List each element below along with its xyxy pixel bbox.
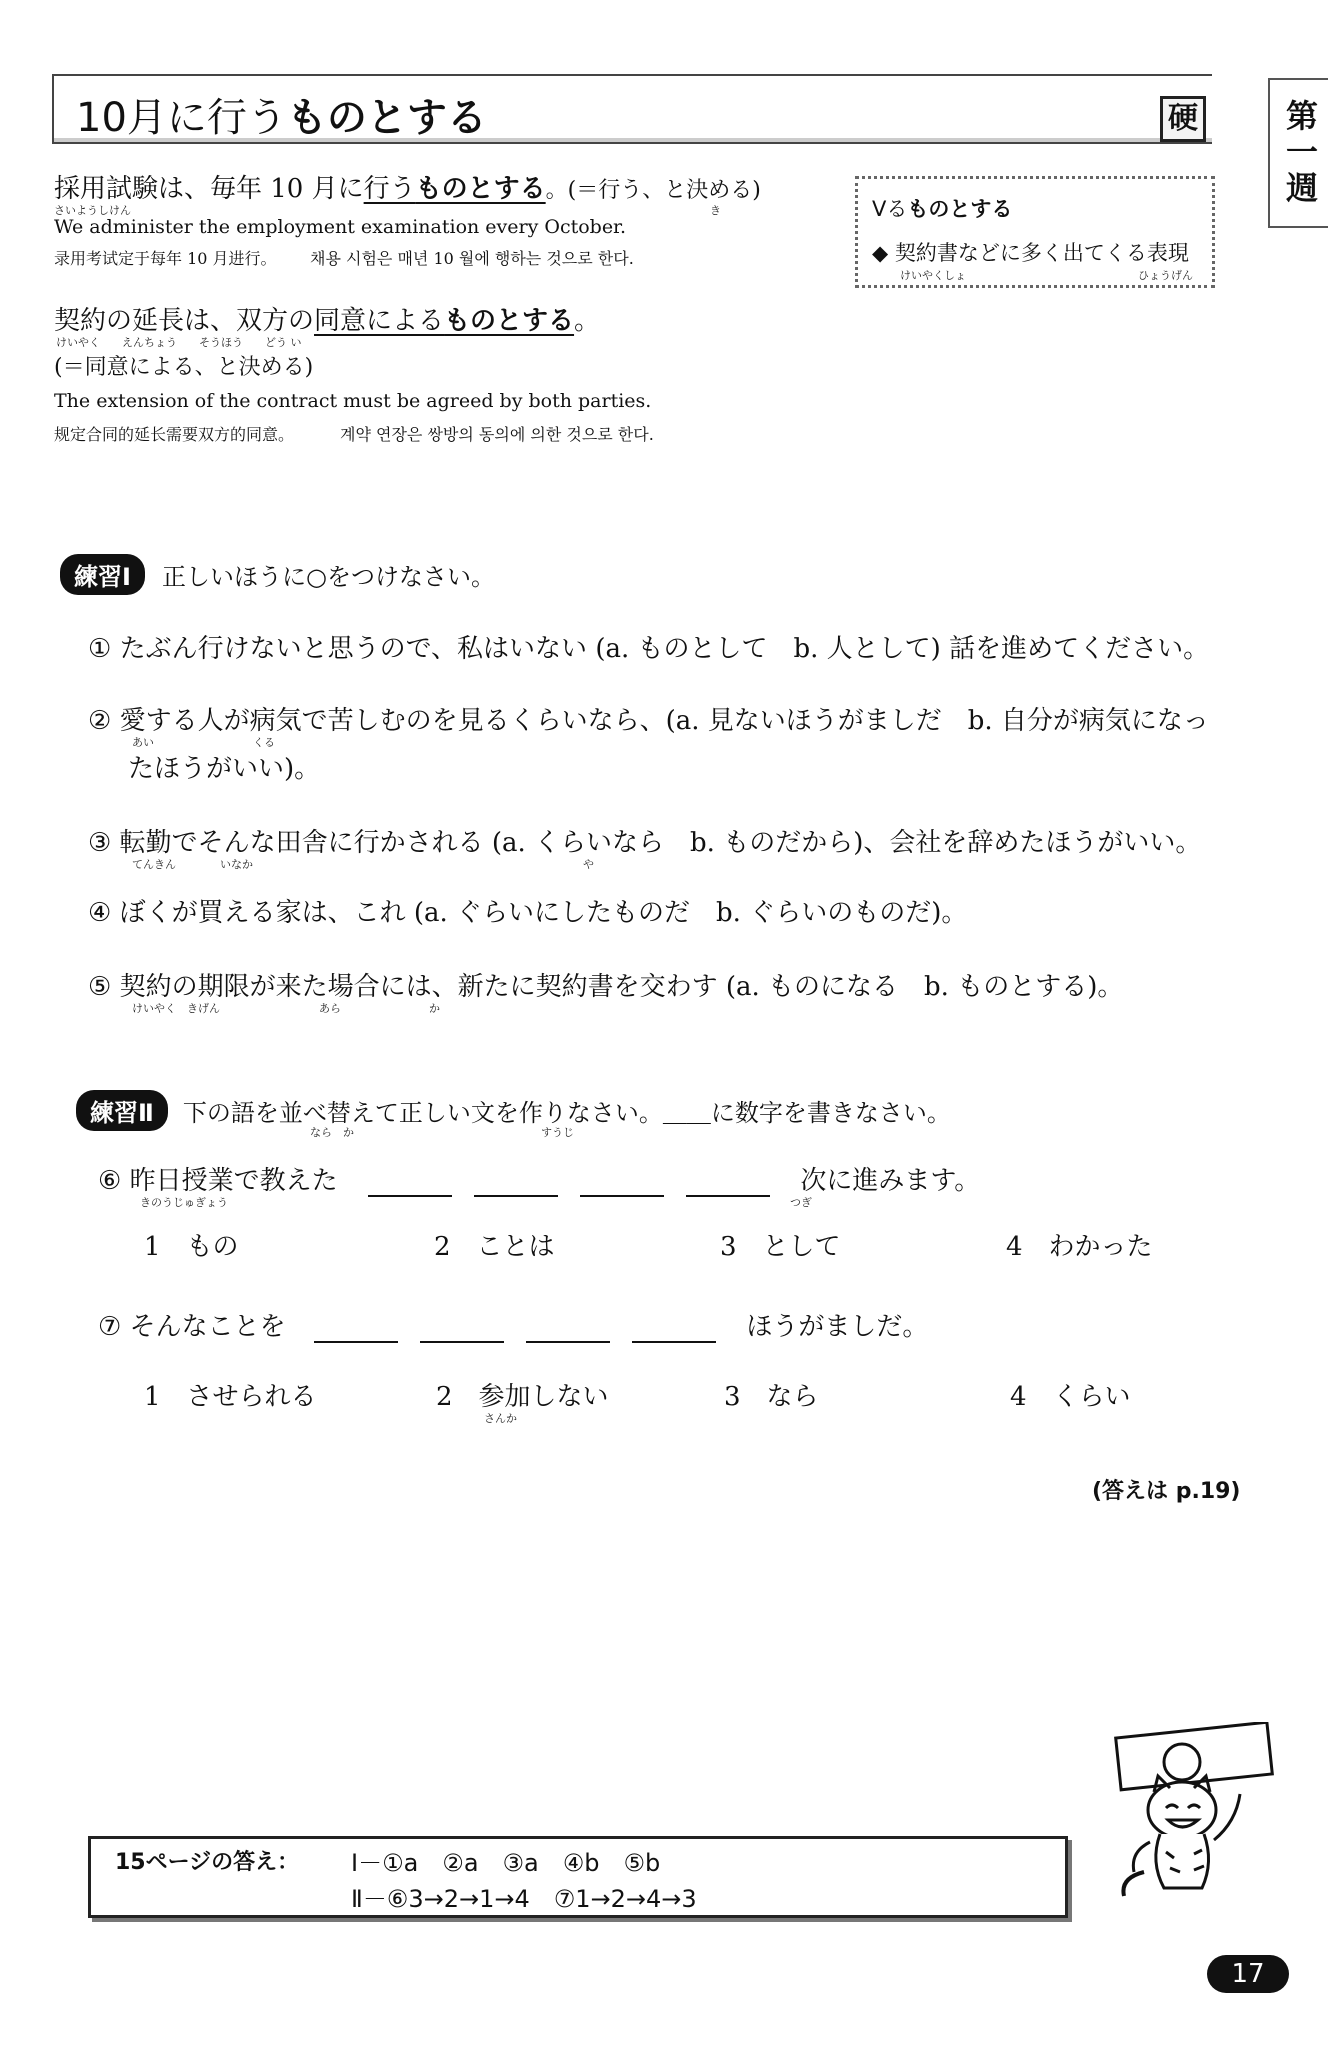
question-3: ③ 転勤でそんな田舎に行かされる (a. くらいなら b. ものだから)、会社を辞めたほうがいい。 [88, 828, 1202, 858]
example-sentence-2: 契約の延長は、双方の同意によるものとする。 [54, 306, 601, 336]
exercise-2-label: 練習Ⅱ [76, 1090, 168, 1131]
answer-reference: (答えは p.19) [1092, 1479, 1241, 1504]
option-7-2: 2 参加しない [436, 1382, 609, 1412]
page-title: 10月に行うものとする [76, 95, 487, 141]
page-number: 17 [1207, 1955, 1289, 1993]
chinese-translation: 录用考试定于每年 10 月进行。 [54, 249, 277, 268]
answer-blank[interactable] [526, 1315, 610, 1343]
option-6-3: 3 として [720, 1232, 841, 1262]
cat-mascot-icon [1110, 1722, 1280, 1902]
answer-blank[interactable] [474, 1169, 558, 1197]
register-badge: 硬 [1160, 96, 1206, 142]
example-sentence-1: 採用試験は、毎年 10 月に行うものとする。(＝行う、と決める) [54, 174, 761, 204]
question-6: ⑥ 昨日授業で教えた 次に進みます。 [98, 1166, 981, 1196]
exercise-1-instruction: 正しいほうに○をつけなさい。 [162, 563, 495, 591]
answer-blank[interactable] [420, 1315, 504, 1343]
furigana: さいようしけん [54, 204, 131, 217]
option-7-1: 1 させられる [144, 1382, 317, 1412]
question-1: ① たぶん行けないと思うので、私はいない (a. ものとして b. 人として) 話を進めてください。 [88, 634, 1210, 664]
answers-line-2: Ⅱ－⑥3→2→1→4 ⑦1→2→4→3 [351, 1885, 697, 1913]
question-2-continued: たほうがいい)。 [128, 754, 321, 784]
furigana: けいやくしょ [900, 269, 966, 282]
question-7: ⑦ そんなことを ほうがましだ。 [98, 1312, 929, 1342]
title-bar [52, 74, 1212, 144]
option-7-3: 3 なら [724, 1382, 819, 1412]
answers-line-1: Ⅰ－①a ②a ③a ④b ⑤b [351, 1849, 661, 1877]
furigana: なら か すうじ [310, 1126, 574, 1139]
answer-blank[interactable] [686, 1169, 770, 1197]
example-paraphrase: (＝同意による、と決める) [54, 355, 314, 380]
answers-label: 15ページの答え： [115, 1850, 300, 1875]
question-2: ② 愛する人が病気で苦しむのを見るくらいなら、(a. 見ないほうがましだ b. 自分が病気になっ [88, 706, 1209, 736]
exercise-1-label: 練習Ⅰ [60, 554, 145, 595]
week-tab: 第一週 [1268, 78, 1328, 228]
furigana: けいやく きげん あら か [132, 1002, 440, 1015]
option-6-2: 2 ことは [434, 1232, 555, 1262]
furigana: き [710, 204, 721, 217]
question-4: ④ ぼくが買える家は、これ (a. ぐらいにしたものだ b. ぐらいのものだ)。 [88, 898, 968, 928]
exercise-2-instruction: 下の語を並べ替えて正しい文を作りなさい。＿＿に数字を書きなさい。 [182, 1099, 951, 1127]
pattern-usage: ◆ 契約書などに多く出てくる表現 [872, 241, 1189, 265]
korean-translation: 채용 시험은 매년 10 월에 행하는 것으로 한다. [310, 249, 634, 268]
pattern-note-box [855, 176, 1215, 288]
furigana: さんか [484, 1412, 517, 1425]
english-translation: We administer the employment examination every October. [54, 216, 627, 238]
pattern-formula: Vるものとする [872, 197, 1013, 221]
korean-translation: 계약 연장은 쌍방의 동의에 의한 것으로 한다. [340, 425, 654, 444]
furigana: きのうじゅぎょう [140, 1196, 228, 1209]
furigana: てんきん いなか や [132, 858, 594, 871]
furigana: ひょうげん [1138, 269, 1193, 282]
question-5: ⑤ 契約の期限が来た場合には、新たに契約書を交わす (a. ものになる b. ものとする)。 [88, 972, 1124, 1002]
furigana: けいやく えんちょう そうほう どう い [56, 336, 302, 349]
english-translation: The extension of the contract must be agreed by both parties. [54, 390, 652, 412]
option-6-4: 4 わかった [1006, 1232, 1153, 1262]
furigana: つぎ [790, 1196, 812, 1209]
option-7-4: 4 くらい [1010, 1382, 1131, 1412]
option-6-1: 1 もの [144, 1232, 239, 1262]
chinese-translation: 规定合同的延长需要双方的同意。 [54, 425, 295, 444]
answer-blank[interactable] [314, 1315, 398, 1343]
answer-blank[interactable] [632, 1315, 716, 1343]
previous-answers-box [88, 1836, 1068, 1918]
furigana: あい くる [132, 736, 275, 749]
answer-blank[interactable] [580, 1169, 664, 1197]
exercise-1-header [60, 554, 495, 595]
answer-blank[interactable] [368, 1169, 452, 1197]
